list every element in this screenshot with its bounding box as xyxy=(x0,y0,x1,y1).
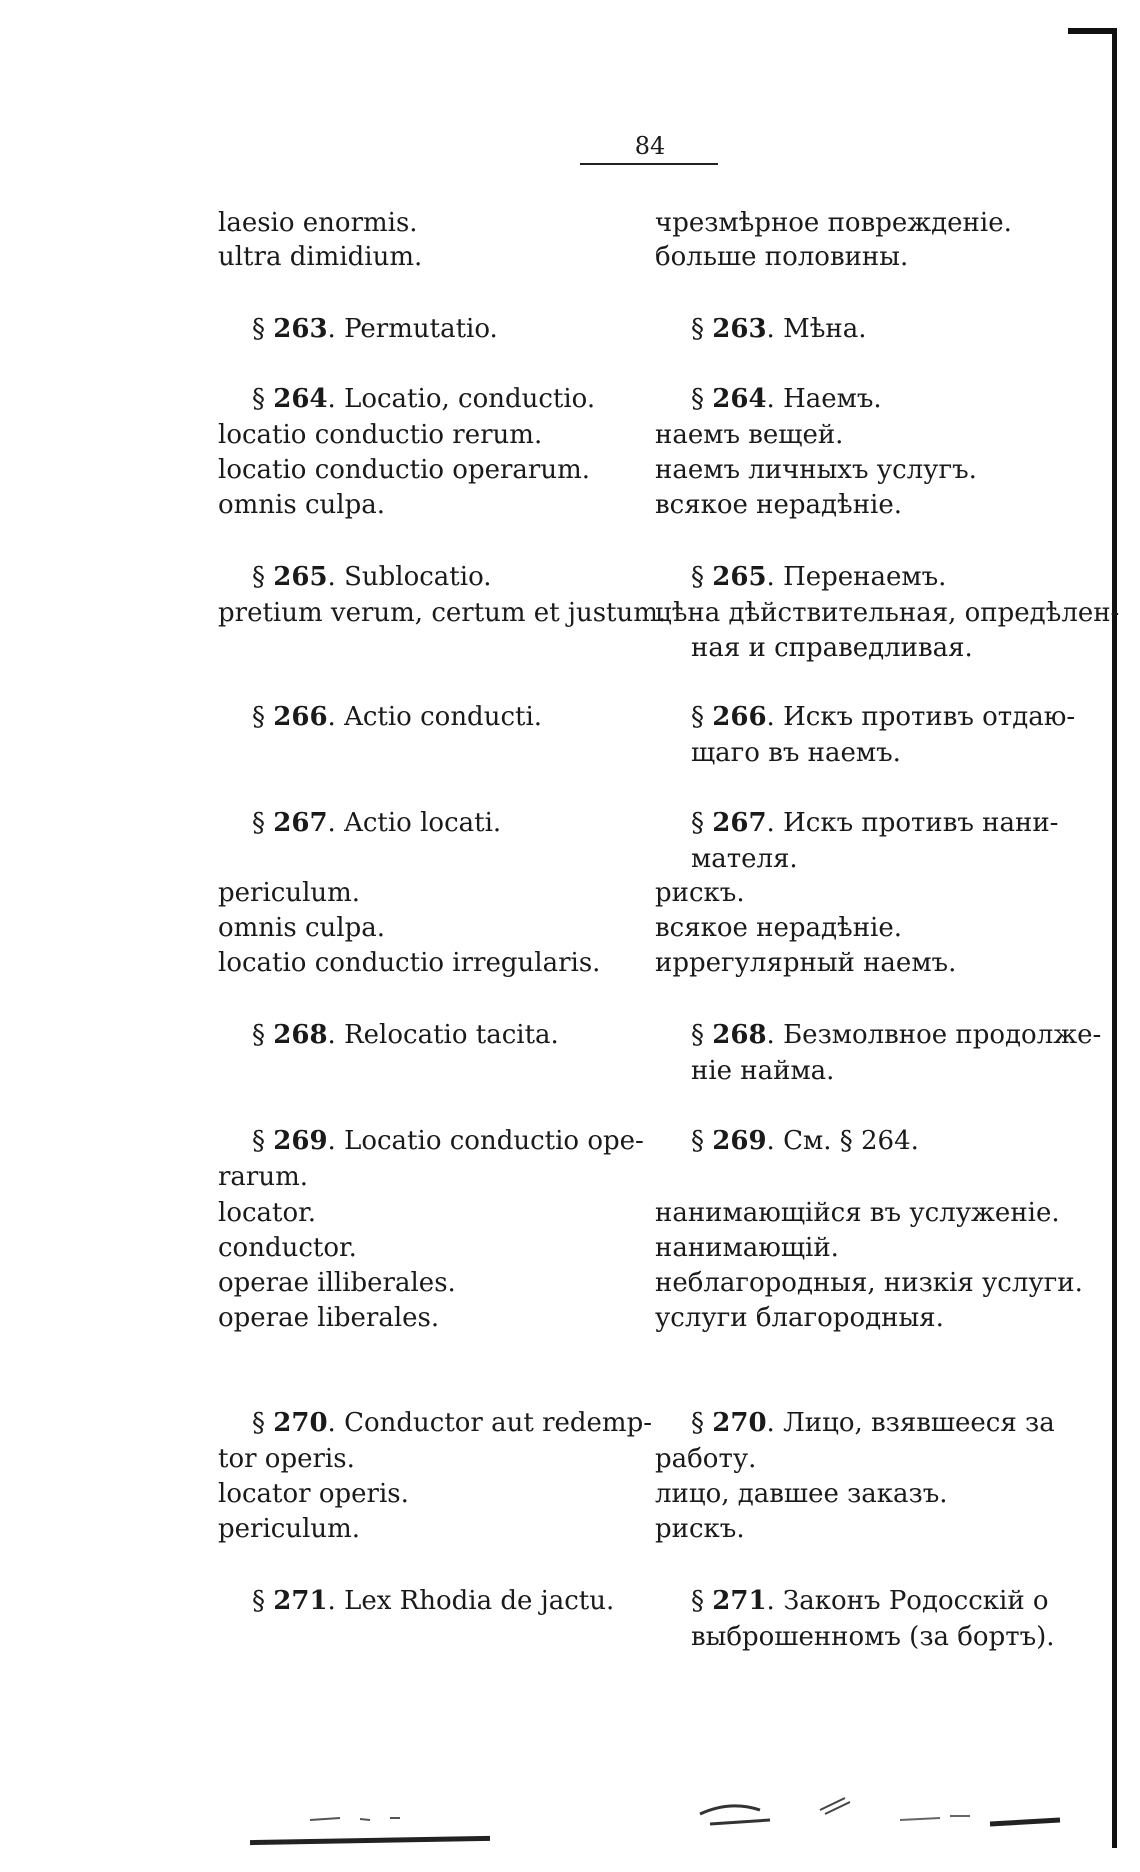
term-left: operae illiberales. xyxy=(218,1268,456,1298)
term-left: pretium verum, certum et justum. xyxy=(218,598,667,628)
section-title: Permutatio. xyxy=(344,314,498,344)
section-sign: § xyxy=(691,314,704,344)
term-right: цѣна дѣйствительная, опредѣлен- xyxy=(655,598,1120,628)
term-right: наемъ вещей. xyxy=(655,420,844,450)
term-left: periculum. xyxy=(218,878,361,908)
section-sign: § xyxy=(691,1408,704,1438)
section-heading: § 266. Actio conducti. xyxy=(252,702,543,732)
term-right: иррегулярный наемъ. xyxy=(655,948,957,978)
section-heading: § 264. Наемъ. xyxy=(691,384,882,414)
section-title-cont: tor operis. xyxy=(218,1444,355,1474)
section-sign: § xyxy=(252,1408,265,1438)
section-title: Actio conducti. xyxy=(344,702,543,732)
section-heading: § 267. Искъ противъ нани- xyxy=(691,808,1059,838)
section-title: Relocatio tacita. xyxy=(344,1020,559,1050)
section-number: 266 xyxy=(712,702,767,732)
section-number: 264 xyxy=(712,384,767,414)
section-sign: § xyxy=(691,702,704,732)
term-right: рискъ. xyxy=(655,878,745,908)
section-number: 270 xyxy=(273,1408,328,1438)
section-number: 269 xyxy=(273,1126,328,1156)
section-number: 267 xyxy=(712,808,767,838)
section-number: 269 xyxy=(712,1126,767,1156)
page-number-rule xyxy=(580,163,718,165)
term-right: услуги благородныя. xyxy=(655,1303,944,1333)
section-title-cont: выброшенномъ (за бортъ). xyxy=(691,1622,1055,1652)
term-right: неблагородныя, низкія услуги. xyxy=(655,1268,1083,1298)
term-right: нанимающійся въ услуженіе. xyxy=(655,1198,1060,1228)
section-title: Перенаемъ. xyxy=(783,562,947,592)
section-title: Locatio, conductio. xyxy=(344,384,596,414)
section-heading: § 265. Sublocatio. xyxy=(252,562,492,592)
section-heading: § 266. Искъ противъ отдаю- xyxy=(691,702,1076,732)
section-number: 264 xyxy=(273,384,328,414)
section-title: См. § 264. xyxy=(783,1126,919,1156)
section-title: Искъ противъ отдаю- xyxy=(783,702,1076,732)
section-heading: § 263. Permutatio. xyxy=(252,314,498,344)
page-edge-top xyxy=(1068,28,1117,34)
section-sign: § xyxy=(691,1586,704,1616)
section-number: 271 xyxy=(712,1586,767,1616)
section-number: 268 xyxy=(712,1020,767,1050)
section-heading: § 269. См. § 264. xyxy=(691,1126,919,1156)
term-right: всякое нерадѣніе. xyxy=(655,490,902,520)
section-title: Лицо, взявшееся за xyxy=(783,1408,1055,1438)
term-left: locatio conductio rerum. xyxy=(218,420,543,450)
section-heading: § 268. Безмолвное продолже- xyxy=(691,1020,1102,1050)
section-sign: § xyxy=(252,384,265,414)
section-sign: § xyxy=(252,1126,265,1156)
section-number: 263 xyxy=(273,314,328,344)
section-title-cont: работу. xyxy=(655,1444,757,1474)
page-edge-right xyxy=(1112,28,1117,1848)
term-left: omnis culpa. xyxy=(218,913,386,943)
section-title-cont: ніе найма. xyxy=(691,1056,835,1086)
section-title: Actio locati. xyxy=(344,808,502,838)
page-number: 84 xyxy=(634,132,666,160)
section-number: 265 xyxy=(712,562,767,592)
section-title: Мѣна. xyxy=(783,314,867,344)
section-title: Sublocatio. xyxy=(344,562,492,592)
section-sign: § xyxy=(691,562,704,592)
term-right: чрезмѣрное поврежденіе. xyxy=(655,208,1012,238)
section-sign: § xyxy=(252,562,265,592)
section-sign: § xyxy=(252,808,265,838)
term-right: ная и справедливая. xyxy=(691,633,973,663)
section-title: Lex Rhodia de jactu. xyxy=(344,1586,615,1616)
term-left: locator operis. xyxy=(218,1479,409,1509)
term-left: periculum. xyxy=(218,1514,361,1544)
section-sign: § xyxy=(252,702,265,732)
section-sign: § xyxy=(691,808,704,838)
section-title-cont: мателя. xyxy=(691,844,798,874)
section-number: 267 xyxy=(273,808,328,838)
section-number: 271 xyxy=(273,1586,328,1616)
term-right: нанимающій. xyxy=(655,1233,839,1263)
term-right: рискъ. xyxy=(655,1514,745,1544)
term-left: locator. xyxy=(218,1198,316,1228)
section-heading: § 268. Relocatio tacita. xyxy=(252,1020,559,1050)
section-heading: § 263. Мѣна. xyxy=(691,314,867,344)
section-title: Locatio conductio ope- xyxy=(344,1126,644,1156)
section-sign: § xyxy=(691,1020,704,1050)
section-heading: § 271. Законъ Родосскій о xyxy=(691,1586,1049,1616)
section-number: 266 xyxy=(273,702,328,732)
section-heading: § 267. Actio locati. xyxy=(252,808,502,838)
section-sign: § xyxy=(252,1586,265,1616)
section-heading: § 270. Conductor aut redemp- xyxy=(252,1408,653,1438)
section-sign: § xyxy=(691,384,704,414)
term-left: ultra dimidium. xyxy=(218,242,423,272)
term-right: наемъ личныхъ услугъ. xyxy=(655,455,977,485)
section-title: Conductor aut redemp- xyxy=(344,1408,653,1438)
term-left: conductor. xyxy=(218,1233,357,1263)
section-sign: § xyxy=(252,1020,265,1050)
term-left: omnis culpa. xyxy=(218,490,386,520)
section-number: 265 xyxy=(273,562,328,592)
term-left: laesio enormis. xyxy=(218,208,418,238)
term-right: лицо, давшее заказъ. xyxy=(655,1479,948,1509)
term-left: locatio conductio operarum. xyxy=(218,455,591,485)
section-title: Законъ Родосскій о xyxy=(783,1586,1049,1616)
term-left: operae liberales. xyxy=(218,1303,440,1333)
section-heading: § 269. Locatio conductio ope- xyxy=(252,1126,644,1156)
term-left: locatio conductio irregularis. xyxy=(218,948,601,978)
section-title-cont: rarum. xyxy=(218,1162,309,1192)
section-heading: § 264. Locatio, conductio. xyxy=(252,384,596,414)
section-heading: § 271. Lex Rhodia de jactu. xyxy=(252,1586,615,1616)
section-sign: § xyxy=(252,314,265,344)
section-sign: § xyxy=(691,1126,704,1156)
section-heading: § 265. Перенаемъ. xyxy=(691,562,947,592)
section-title-cont: щаго въ наемъ. xyxy=(691,738,901,768)
section-number: 270 xyxy=(712,1408,767,1438)
term-right: всякое нерадѣніе. xyxy=(655,913,902,943)
section-number: 263 xyxy=(712,314,767,344)
section-title: Безмолвное продолже- xyxy=(783,1020,1102,1050)
scan-specks xyxy=(300,1780,1080,1840)
section-title: Наемъ. xyxy=(783,384,882,414)
section-number: 268 xyxy=(273,1020,328,1050)
section-heading: § 270. Лицо, взявшееся за xyxy=(691,1408,1055,1438)
term-right: больше половины. xyxy=(655,242,909,272)
section-title: Искъ противъ нани- xyxy=(783,808,1059,838)
